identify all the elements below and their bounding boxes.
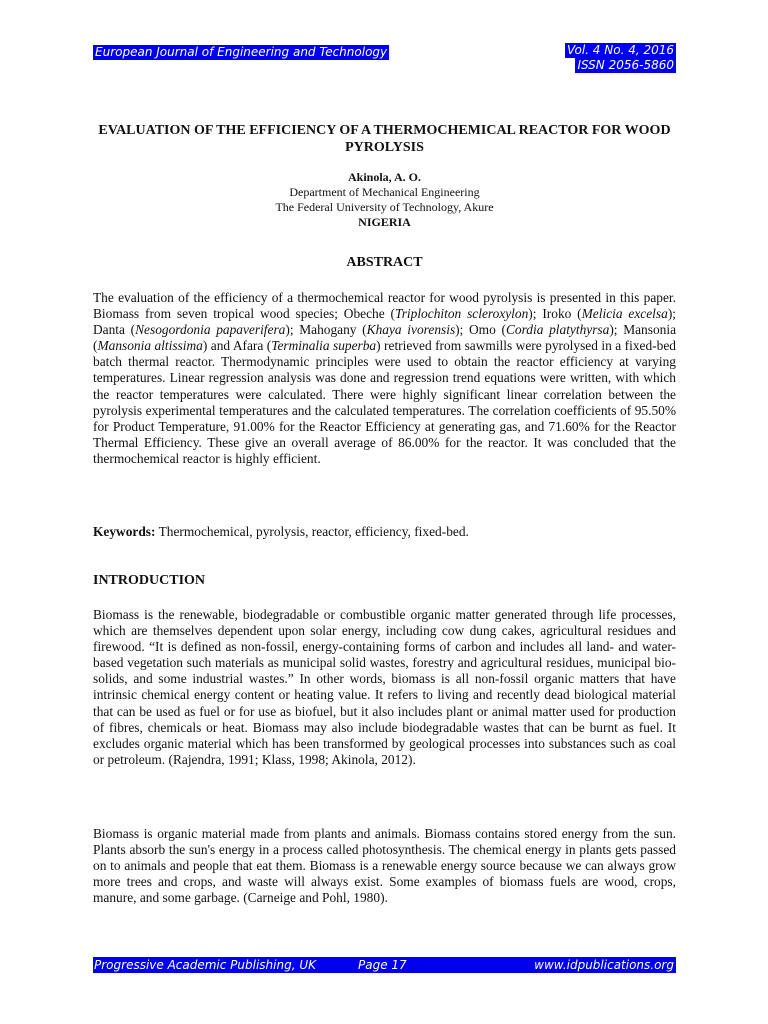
- page-footer: [93, 957, 676, 973]
- keywords-label: Keywords:: [93, 524, 156, 539]
- author-university: The Federal University of Technology, Akure: [275, 200, 494, 214]
- abstract-body: The evaluation of the efficiency of a thermochemical reactor for wood pyrolysis is presented in this paper. Biomass from seven tropical wood species; Obeche (Triplochiton scleroxylon); Iroko (Melicia excelsa); Danta (Nesogordonia papaverifera); Mahogany (Khaya ivorensis); Omo (Cordia platythyrsa); Mansonia (Mansonia altissima) and Afara (Terminalia superba) retrieved from sawmills were pyrolysed in a fixed-bed batch thermal reactor. Thermodynamic principles were used to obtain the reactor efficiency at varying temperatures. Linear regression analysis was done and regression trend equations were written, with which the reactor temperatures were calculated. There were highly significant linear correlation between the pyrolysis experimental temperatures and the calculated temperatures. The correlation coefficients of 95.50% for Product Temperature, 91.00% for the Reactor Efficiency at generating gas, and 71.60% for the Reactor Thermal Efficiency. These give an overall average of 86.00% for the reactor. It was concluded that the thermochemical reactor is highly efficient.: [93, 290, 677, 466]
- author-name: Akinola, A. O.: [347, 170, 422, 184]
- author-department: Department of Mechanical Engineering: [289, 185, 480, 199]
- issue-header: [565, 43, 676, 73]
- journal-header: [93, 43, 389, 61]
- keywords: [93, 524, 676, 540]
- issn: ISSN 2056-5860: [577, 58, 674, 72]
- journal-name: European Journal of Engineering and Technology: [95, 45, 388, 59]
- introduction-heading: INTRODUCTION: [93, 573, 206, 588]
- paper-title: EVALUATION OF THE EFFICIENCY OF A THERMOCHEMICAL REACTOR FOR WOOD PYROLYSIS: [98, 123, 671, 155]
- author-block: [93, 170, 676, 230]
- introduction-paragraph-1: Biomass is the renewable, biodegradable or combustible organic matter generated through life processes, which are themselves dependent upon solar energy, including cow dung cakes, agricultural residues and firewood. “It is defined as non-fossil, energy-containing forms of carbon and includes all land- and water-based vegetation such materials as municipal solid wastes, forestry and agricultural residues, municipal bio-solids, and some industrial wastes.” In other words, biomass is all non-fossil organic matters that have intrinsic chemical energy content or heating value. It refers to living and recently dead biological material that can be used as fuel or for use as biofuel, but it also includes plant or animal matter used for production of fibres, chemicals or heat. Biomass may also include biodegradable wastes that can be burnt as fuel. It excludes organic material which has been transformed by geological processes into substances such as coal or petroleum. (Rajendra, 1991; Klass, 1998; Akinola, 2012).: [93, 607, 676, 767]
- footer-publisher: Progressive Academic Publishing, UK: [94, 958, 316, 972]
- author-country: NIGERIA: [358, 215, 411, 229]
- footer-url[interactable]: www.idpublications.org: [534, 958, 674, 972]
- footer-page-number: Page 17: [358, 958, 407, 972]
- volume-info: Vol. 4 No. 4, 2016: [566, 43, 674, 57]
- introduction-paragraph-2: Biomass is organic material made from plants and animals. Biomass contains stored energy from the sun. Plants absorb the sun's energy in a process called photosynthesis. The chemical energy in plants gets passed on to animals and people that eat them. Biomass is a renewable energy source because we can always grow more trees and crops, and waste will always exist. Some examples of biomass fuels are wood, crops, manure, and some garbage. (Carneige and Pohl, 1980).: [93, 826, 676, 906]
- keywords-text: Thermochemical, pyrolysis, reactor, efficiency, fixed-bed.: [155, 524, 469, 539]
- abstract-heading: ABSTRACT: [346, 255, 423, 270]
